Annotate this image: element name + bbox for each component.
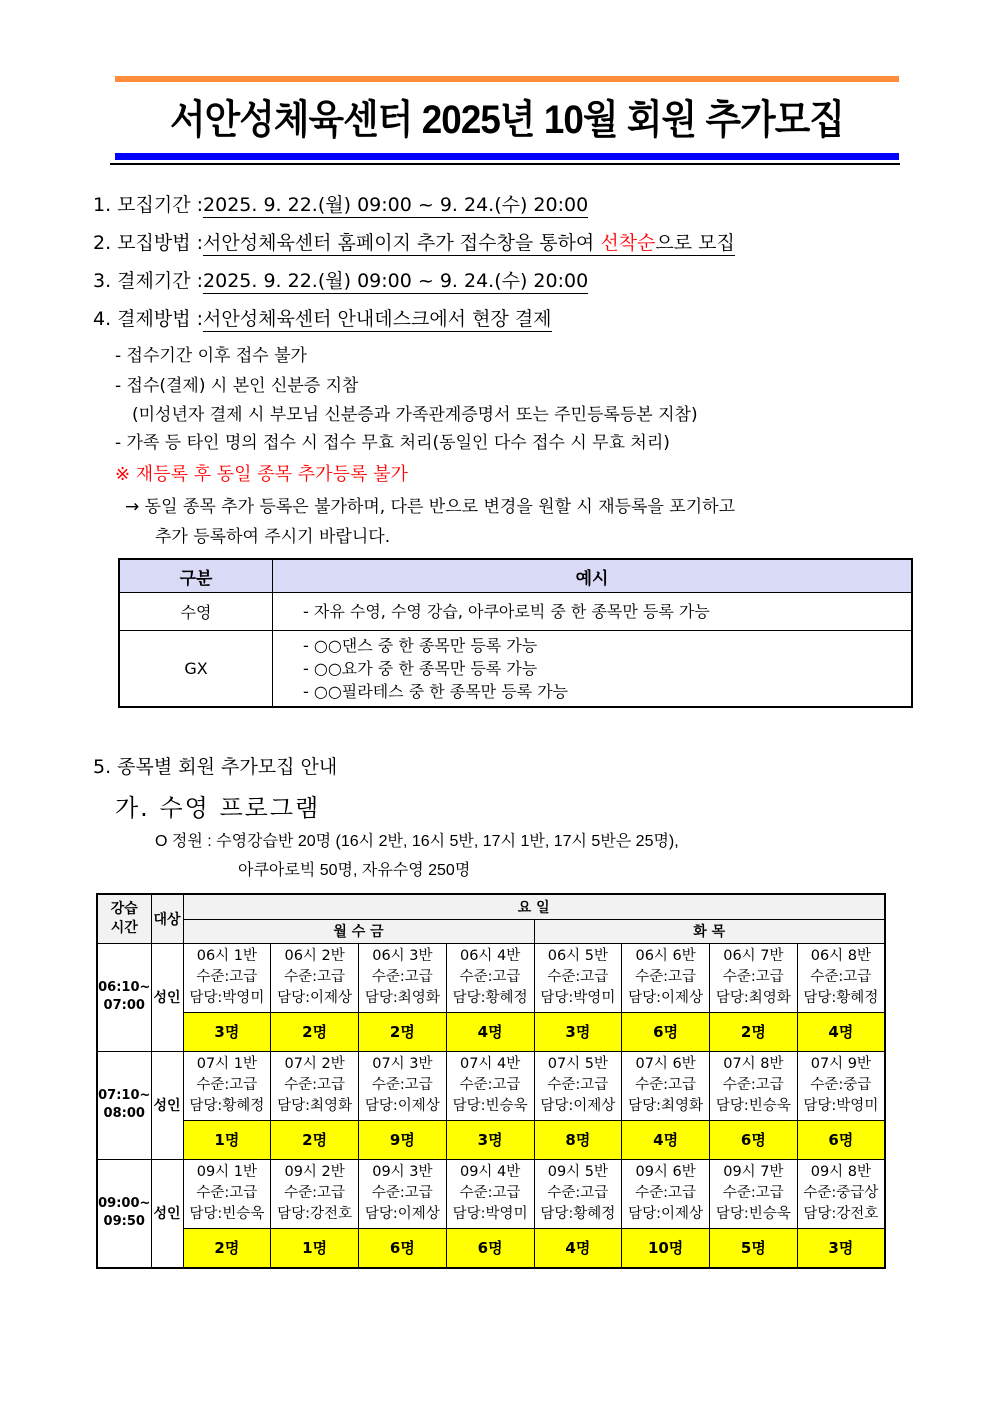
vacancy-count-cell: 3명 xyxy=(446,1120,534,1159)
class-name: 06시 8반 xyxy=(810,948,872,964)
example-line: - ○○요가 중 한 종목만 등록 가능 xyxy=(303,658,538,678)
item-value: 2025. 9. 22.(월) 09:00 ~ 9. 24.(수) 20:00 xyxy=(203,270,589,292)
vacancy-count-cell: 6명 xyxy=(622,1012,710,1051)
time-end: 08:00 xyxy=(103,1106,145,1121)
class-level: 수준:고급 xyxy=(635,1077,697,1093)
header-time-line: 시간 xyxy=(110,919,138,936)
class-level: 수준:고급 xyxy=(810,969,872,985)
first-come-highlight: 선착순 xyxy=(600,232,656,254)
vacancy-count-cell: 5명 xyxy=(710,1228,798,1268)
class-level: 수준:중급 xyxy=(810,1077,872,1093)
class-info-cell xyxy=(534,943,622,1012)
class-level: 수준:고급 xyxy=(284,969,346,985)
class-name: 07시 1반 xyxy=(196,1056,258,1072)
category-cell: 수영 xyxy=(119,593,273,631)
section5-title: 5. 종목별 회원 추가모집 안내 xyxy=(93,756,338,778)
class-level: 수준:고급 xyxy=(371,1185,433,1201)
item-recruit-method xyxy=(93,231,735,255)
class-info-cell xyxy=(359,943,447,1012)
schedule-count-row xyxy=(97,1120,885,1159)
class-level: 수준:고급 xyxy=(371,1077,433,1093)
class-info-cell xyxy=(534,1051,622,1120)
class-teacher: 담당:황혜정 xyxy=(803,990,879,1006)
class-level: 수준:고급 xyxy=(371,969,433,985)
class-level: 수준:고급 xyxy=(196,969,258,985)
class-info-cell xyxy=(710,1159,798,1228)
class-info-cell xyxy=(797,1159,885,1228)
vacancy-count-cell: 4명 xyxy=(797,1012,885,1051)
item-label: 1. 모집기간 : xyxy=(93,194,204,216)
class-teacher: 담당:이제상 xyxy=(628,1206,704,1222)
note-line: - 접수(결제) 시 본인 신분증 지참 xyxy=(115,376,359,396)
note-line: - 접수기간 이후 접수 불가 xyxy=(115,346,307,366)
class-level: 수준:고급 xyxy=(722,1185,784,1201)
class-teacher: 담당:이제상 xyxy=(364,1098,440,1114)
header-target: 대상 xyxy=(151,894,183,943)
vacancy-count-cell: 4명 xyxy=(534,1228,622,1268)
class-teacher: 담당:황혜정 xyxy=(452,990,528,1006)
class-teacher: 담당:최영화 xyxy=(277,1098,353,1114)
item-value: 2025. 9. 22.(월) 09:00 ~ 9. 24.(수) 20:00 xyxy=(203,194,589,216)
header-mon-wed-fri: 월 수 금 xyxy=(183,919,534,943)
class-level: 수준:중급상 xyxy=(803,1185,879,1201)
target-cell: 성인 xyxy=(151,1051,183,1159)
quota-line1: O 정원 : 수영강습반 20명 (16시 2반, 16시 5반, 17시 1반, 17시 5반은 25명), xyxy=(155,833,679,850)
class-level: 수준:고급 xyxy=(284,1185,346,1201)
class-teacher: 담당:박영미 xyxy=(189,990,265,1006)
class-teacher: 담당:최영화 xyxy=(715,990,791,1006)
class-teacher: 담당:빈승욱 xyxy=(452,1098,528,1114)
class-level: 수준:고급 xyxy=(635,969,697,985)
class-name: 06시 4반 xyxy=(459,948,521,964)
warning-text: ※ 재등록 후 동일 종목 추가등록 불가 xyxy=(115,464,408,485)
header-category: 구분 xyxy=(119,559,273,593)
section5-subtitle: 가. 수영 프로그램 xyxy=(115,794,321,822)
class-info-cell xyxy=(359,1051,447,1120)
note-line: (미성년자 결제 시 부모님 신분증과 가족관계증명서 또는 주민등록등본 지참) xyxy=(132,405,698,425)
class-teacher: 담당:이제상 xyxy=(364,1206,440,1222)
item-value xyxy=(203,232,735,256)
class-level: 수준:고급 xyxy=(547,1185,609,1201)
item-recruit-period xyxy=(93,193,588,217)
vacancy-count-cell: 2명 xyxy=(271,1012,359,1051)
schedule-table xyxy=(96,893,886,1269)
schedule-count-row xyxy=(97,1012,885,1051)
example-line: - ○○댄스 중 한 종목만 등록 가능 xyxy=(303,635,538,655)
class-name: 07시 5반 xyxy=(547,1056,609,1072)
class-info-cell xyxy=(446,1159,534,1228)
class-level: 수준:고급 xyxy=(635,1185,697,1201)
class-info-cell xyxy=(271,1159,359,1228)
item-label: 4. 결제방법 : xyxy=(93,308,204,330)
header-tue-thu: 화 목 xyxy=(534,919,885,943)
vacancy-count-cell: 2명 xyxy=(710,1012,798,1051)
class-teacher: 담당:빈승욱 xyxy=(715,1098,791,1114)
item-value-text: 서안성체육센터 홈페이지 추가 접수창을 통하여 xyxy=(203,232,601,254)
example-line: - 자유 수영, 수영 강습, 아쿠아로빅 중 한 종목만 등록 가능 xyxy=(303,602,710,621)
class-name: 09시 3반 xyxy=(372,1164,433,1180)
vacancy-count-cell: 1명 xyxy=(271,1228,359,1268)
class-name: 06시 5반 xyxy=(547,948,609,964)
class-level: 수준:고급 xyxy=(284,1077,346,1093)
item-label: 3. 결제기간 : xyxy=(93,270,204,292)
vacancy-count-cell: 6명 xyxy=(446,1228,534,1268)
time-start: 06:10~ xyxy=(98,980,151,995)
class-name: 09시 1반 xyxy=(196,1164,258,1180)
class-info-cell xyxy=(271,943,359,1012)
class-info-cell xyxy=(797,1051,885,1120)
title-underline xyxy=(110,163,900,165)
class-name: 07시 2반 xyxy=(284,1056,345,1072)
page-title: 서안성체육센터 2025년 10월 회원 추가모집 xyxy=(170,98,844,142)
class-teacher: 담당:이제상 xyxy=(277,990,353,1006)
class-teacher: 담당:이제상 xyxy=(628,990,704,1006)
vacancy-count-cell: 3명 xyxy=(534,1012,622,1051)
header-time xyxy=(97,894,151,943)
time-slot-cell xyxy=(97,1159,151,1268)
class-name: 09시 6반 xyxy=(635,1164,696,1180)
title-top-bar xyxy=(115,76,899,82)
schedule-class-row xyxy=(97,943,885,1012)
class-name: 06시 6반 xyxy=(635,948,696,964)
class-teacher: 담당:이제상 xyxy=(540,1098,616,1114)
class-info-cell xyxy=(446,943,534,1012)
vacancy-count-cell: 9명 xyxy=(359,1120,447,1159)
time-start: 07:10~ xyxy=(98,1088,151,1103)
header-example: 예시 xyxy=(273,559,913,593)
vacancy-count-cell: 6명 xyxy=(359,1228,447,1268)
class-teacher: 담당:황혜정 xyxy=(189,1098,265,1114)
class-name: 09시 2반 xyxy=(284,1164,345,1180)
vacancy-count-cell: 6명 xyxy=(797,1120,885,1159)
item-value: 서안성체육센터 안내데스크에서 현장 결제 xyxy=(203,308,552,330)
target-cell: 성인 xyxy=(151,943,183,1051)
schedule-count-row xyxy=(97,1228,885,1268)
class-level: 수준:고급 xyxy=(459,1077,521,1093)
vacancy-count-cell: 2명 xyxy=(359,1012,447,1051)
class-teacher: 담당:최영화 xyxy=(364,990,440,1006)
vacancy-count-cell: 3명 xyxy=(797,1228,885,1268)
vacancy-count-cell: 2명 xyxy=(271,1120,359,1159)
item-payment-period xyxy=(93,269,588,293)
note-line: - 가족 등 타인 명의 접수 시 접수 무효 처리(동일인 다수 접수 시 무효 처리) xyxy=(115,433,670,453)
class-name: 09시 4반 xyxy=(459,1164,521,1180)
header-days: 요 일 xyxy=(183,894,885,919)
example-line: - ○○필라테스 중 한 종목만 등록 가능 xyxy=(303,681,569,701)
time-end: 09:50 xyxy=(103,1214,145,1229)
class-name: 06시 2반 xyxy=(284,948,345,964)
class-teacher: 담당:황혜정 xyxy=(540,1206,616,1222)
item-value-text: 으로 모집 xyxy=(655,232,735,254)
schedule-class-row xyxy=(97,1051,885,1120)
title-bottom-bar xyxy=(115,153,899,160)
class-name: 07시 3반 xyxy=(372,1056,433,1072)
time-end: 07:00 xyxy=(103,998,145,1013)
class-info-cell xyxy=(359,1159,447,1228)
class-level: 수준:고급 xyxy=(459,1185,521,1201)
class-name: 09시 5반 xyxy=(547,1164,609,1180)
class-name: 07시 8반 xyxy=(723,1056,784,1072)
vacancy-count-cell: 8명 xyxy=(534,1120,622,1159)
class-info-cell xyxy=(271,1051,359,1120)
vacancy-count-cell: 10명 xyxy=(622,1228,710,1268)
arrow-note-line2: 추가 등록하여 주시기 바랍니다. xyxy=(155,527,391,547)
class-teacher: 담당:박영미 xyxy=(540,990,616,1006)
class-teacher: 담당:최영화 xyxy=(628,1098,704,1114)
item-payment-method xyxy=(93,307,552,331)
class-name: 07시 4반 xyxy=(459,1056,521,1072)
header-time-line: 강습 xyxy=(110,900,138,917)
class-level: 수준:고급 xyxy=(547,1077,609,1093)
vacancy-count-cell: 6명 xyxy=(710,1120,798,1159)
arrow-note-line1: → 동일 종목 추가 등록은 불가하며, 다른 반으로 변경을 원할 시 재등록을 포기하고 xyxy=(125,497,735,517)
time-start: 09:00~ xyxy=(98,1196,151,1211)
class-teacher: 담당:박영미 xyxy=(803,1098,879,1114)
class-teacher: 담당:빈승욱 xyxy=(715,1206,791,1222)
example-table xyxy=(118,558,913,708)
class-name: 09시 7반 xyxy=(723,1164,784,1180)
class-level: 수준:고급 xyxy=(459,969,521,985)
class-level: 수준:고급 xyxy=(722,969,784,985)
item-label: 2. 모집방법 : xyxy=(93,232,204,254)
vacancy-count-cell: 3명 xyxy=(183,1012,271,1051)
class-name: 06시 1반 xyxy=(196,948,258,964)
class-level: 수준:고급 xyxy=(722,1077,784,1093)
vacancy-count-cell: 4명 xyxy=(622,1120,710,1159)
class-teacher: 담당:강전호 xyxy=(277,1206,353,1222)
vacancy-count-cell: 1명 xyxy=(183,1120,271,1159)
class-info-cell xyxy=(183,1159,271,1228)
class-info-cell xyxy=(710,1051,798,1120)
class-name: 06시 3반 xyxy=(372,948,433,964)
vacancy-count-cell: 2명 xyxy=(183,1228,271,1268)
class-info-cell xyxy=(622,943,710,1012)
class-teacher: 담당:강전호 xyxy=(803,1206,879,1222)
class-info-cell xyxy=(622,1051,710,1120)
class-name: 07시 6반 xyxy=(635,1056,696,1072)
class-teacher: 담당:박영미 xyxy=(452,1206,528,1222)
example-cell xyxy=(273,593,913,631)
class-name: 06시 7반 xyxy=(723,948,784,964)
table-row xyxy=(119,631,912,707)
target-cell: 성인 xyxy=(151,1159,183,1268)
quota-line2: 아쿠아로빅 50명, 자유수영 250명 xyxy=(238,862,471,879)
class-info-cell xyxy=(446,1051,534,1120)
class-info-cell xyxy=(622,1159,710,1228)
class-level: 수준:고급 xyxy=(547,969,609,985)
class-info-cell xyxy=(183,943,271,1012)
class-info-cell xyxy=(183,1051,271,1120)
vacancy-count-cell: 4명 xyxy=(446,1012,534,1051)
class-info-cell xyxy=(797,943,885,1012)
class-name: 09시 8반 xyxy=(810,1164,872,1180)
class-info-cell xyxy=(534,1159,622,1228)
category-cell: GX xyxy=(119,631,273,707)
class-level: 수준:고급 xyxy=(196,1185,258,1201)
example-cell xyxy=(273,631,913,707)
time-slot-cell xyxy=(97,943,151,1051)
class-name: 07시 9반 xyxy=(810,1056,872,1072)
class-level: 수준:고급 xyxy=(196,1077,258,1093)
time-slot-cell xyxy=(97,1051,151,1159)
table-row xyxy=(119,593,912,631)
schedule-class-row xyxy=(97,1159,885,1228)
class-teacher: 담당:빈승욱 xyxy=(189,1206,265,1222)
class-info-cell xyxy=(710,943,798,1012)
